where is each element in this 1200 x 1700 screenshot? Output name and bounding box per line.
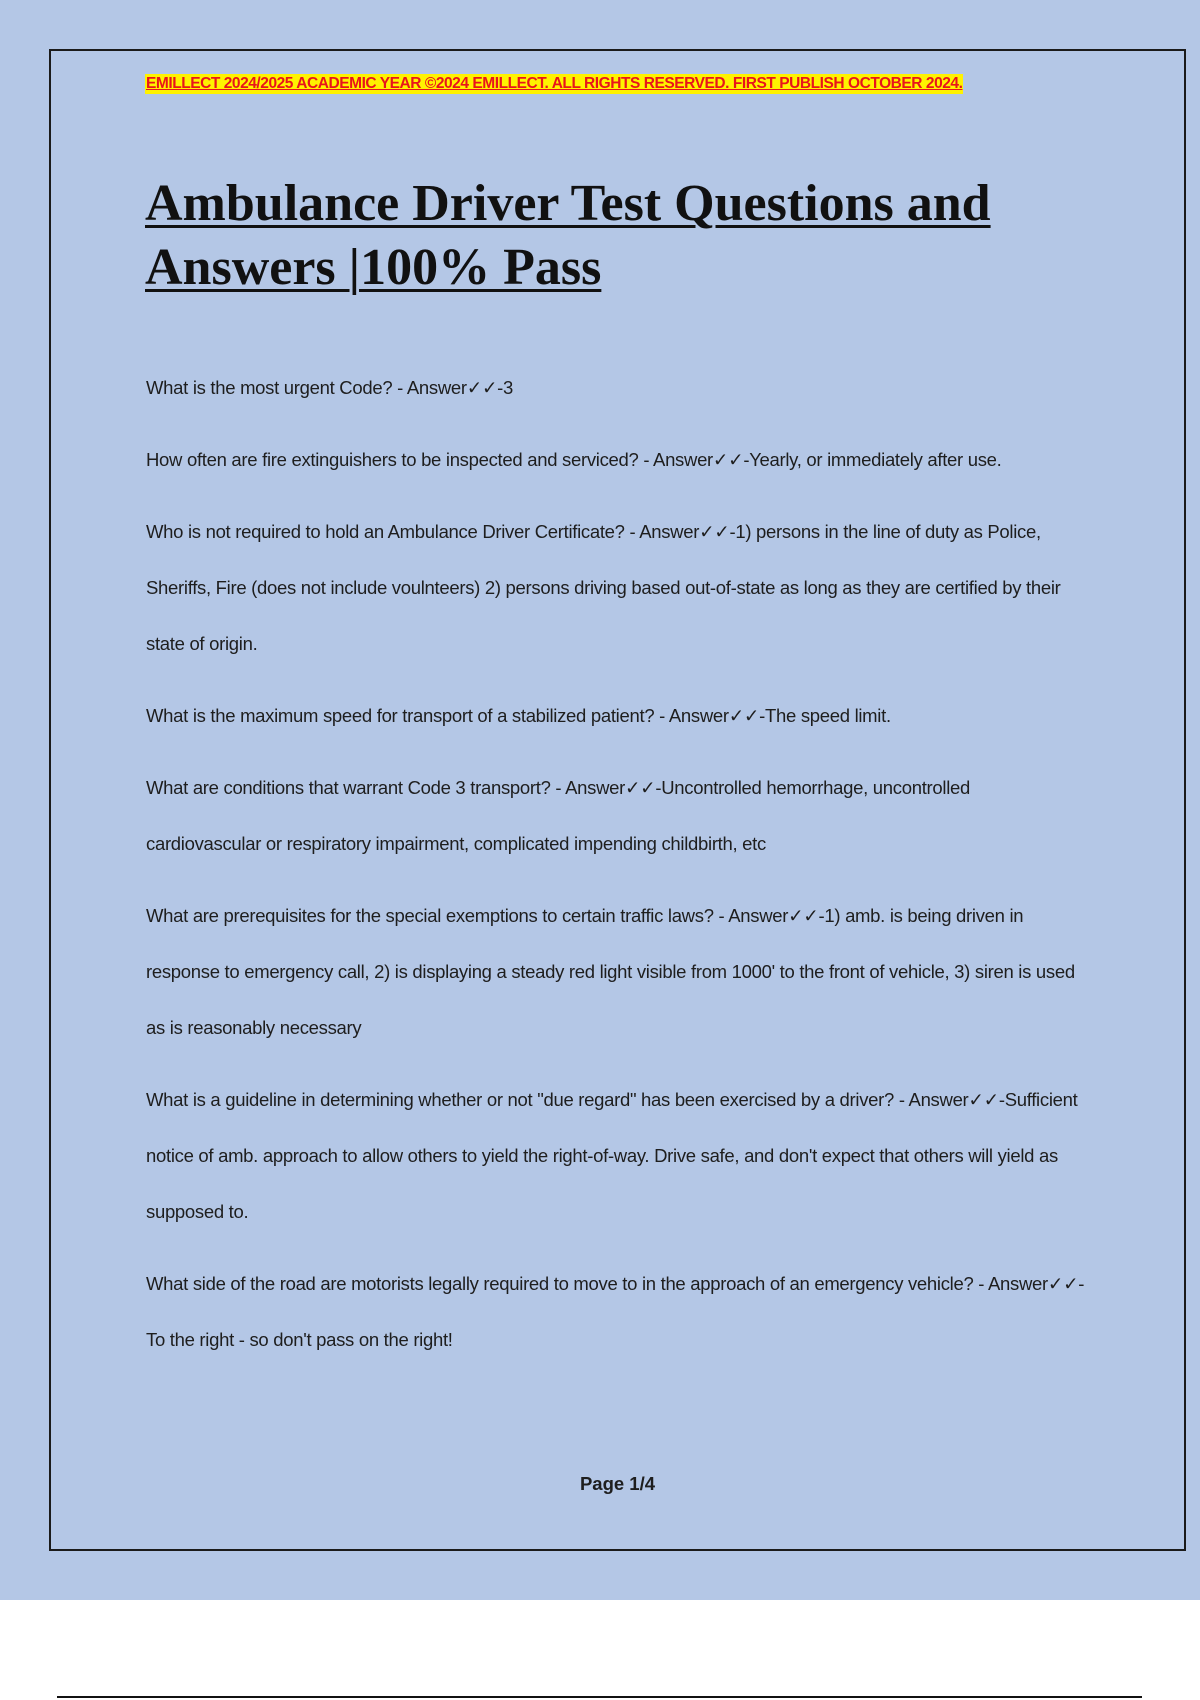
document-title xyxy=(145,172,1045,300)
answer-marker: Answer✓✓- xyxy=(406,377,504,398)
answer-marker: Answer✓✓- xyxy=(908,1089,1005,1110)
answer-text: Yearly, or immediately after use. xyxy=(749,449,1002,470)
qa-separator: - xyxy=(973,1273,988,1294)
answer-marker: Answer✓✓- xyxy=(639,521,736,542)
qa-separator: - xyxy=(624,521,640,542)
question-text: What are conditions that warrant Code 3 transport? xyxy=(146,777,551,798)
answer-text: Sufficient notice of amb. approach to allow others to yield the right-of-way. Drive safe, and don't expect that others will yield as supposed to. xyxy=(146,1089,1078,1222)
qa-item xyxy=(146,504,1086,672)
answer-text: 1) amb. is being driven in response to emergency call, 2) is displaying a steady red light visible from 1000' to the front of vehicle, 3) siren is used as is reasonably necessary xyxy=(146,905,1075,1038)
qa-separator: - xyxy=(392,377,407,398)
copyright-notice: EMILLECT 2024/2025 ACADEMIC YEAR ©2024 EMILLECT. ALL RIGHTS RESERVED. FIRST PUBLISH OCTOBER 2024. xyxy=(146,75,963,92)
bottom-divider xyxy=(57,1696,1142,1698)
answer-marker: Answer✓✓- xyxy=(668,705,765,726)
answer-text: 1) persons in the line of duty as Police, Sheriffs, Fire (does not include voulnteers) 2) persons driving based out-of-state as long as they are certified by their state of origin. xyxy=(146,521,1061,654)
answer-text: 3 xyxy=(503,377,514,398)
question-text: What are prerequisites for the special exemptions to certain traffic laws? xyxy=(146,905,714,926)
question-text: What is the most urgent Code? xyxy=(146,377,393,398)
answer-text: The speed limit. xyxy=(765,705,891,726)
question-text: What is the maximum speed for transport of a stabilized patient? xyxy=(146,705,655,726)
answer-marker: Answer✓✓- xyxy=(988,1273,1085,1294)
answer-marker: Answer✓✓- xyxy=(565,777,662,798)
qa-item xyxy=(146,1256,1086,1368)
answer-marker: Answer✓✓- xyxy=(653,449,750,470)
qa-list xyxy=(146,360,1086,1384)
qa-separator: - xyxy=(713,905,729,926)
page-number: Page 1/4 xyxy=(579,1473,656,1494)
qa-separator: - xyxy=(550,777,566,798)
question-text: Who is not required to hold an Ambulance Driver Certificate? xyxy=(146,521,625,542)
qa-separator: - xyxy=(894,1089,909,1110)
qa-item xyxy=(146,760,1086,872)
qa-item xyxy=(146,432,1086,488)
answer-text: To the right - so don't pass on the right! xyxy=(146,1329,453,1350)
question-text: What side of the road are motorists legally required to move to in the approach of an emergency vehicle? xyxy=(146,1273,974,1294)
qa-item xyxy=(146,360,1086,416)
qa-separator: - xyxy=(638,449,654,470)
question-text: What is a guideline in determining whether or not "due regard" has been exercised by a driver? xyxy=(146,1089,894,1110)
qa-item xyxy=(146,1072,1086,1240)
qa-item xyxy=(146,888,1086,1056)
answer-marker: Answer✓✓- xyxy=(728,905,825,926)
document-title-text: Ambulance Driver Test Questions and Answers |100% Pass xyxy=(145,175,991,296)
answer-text: Uncontrolled hemorrhage, uncontrolled cardiovascular or respiratory impairment, complicated impending childbirth, etc xyxy=(146,777,970,854)
question-text: How often are fire extinguishers to be inspected and serviced? xyxy=(146,449,639,470)
qa-separator: - xyxy=(654,705,669,726)
qa-item xyxy=(146,688,1086,744)
